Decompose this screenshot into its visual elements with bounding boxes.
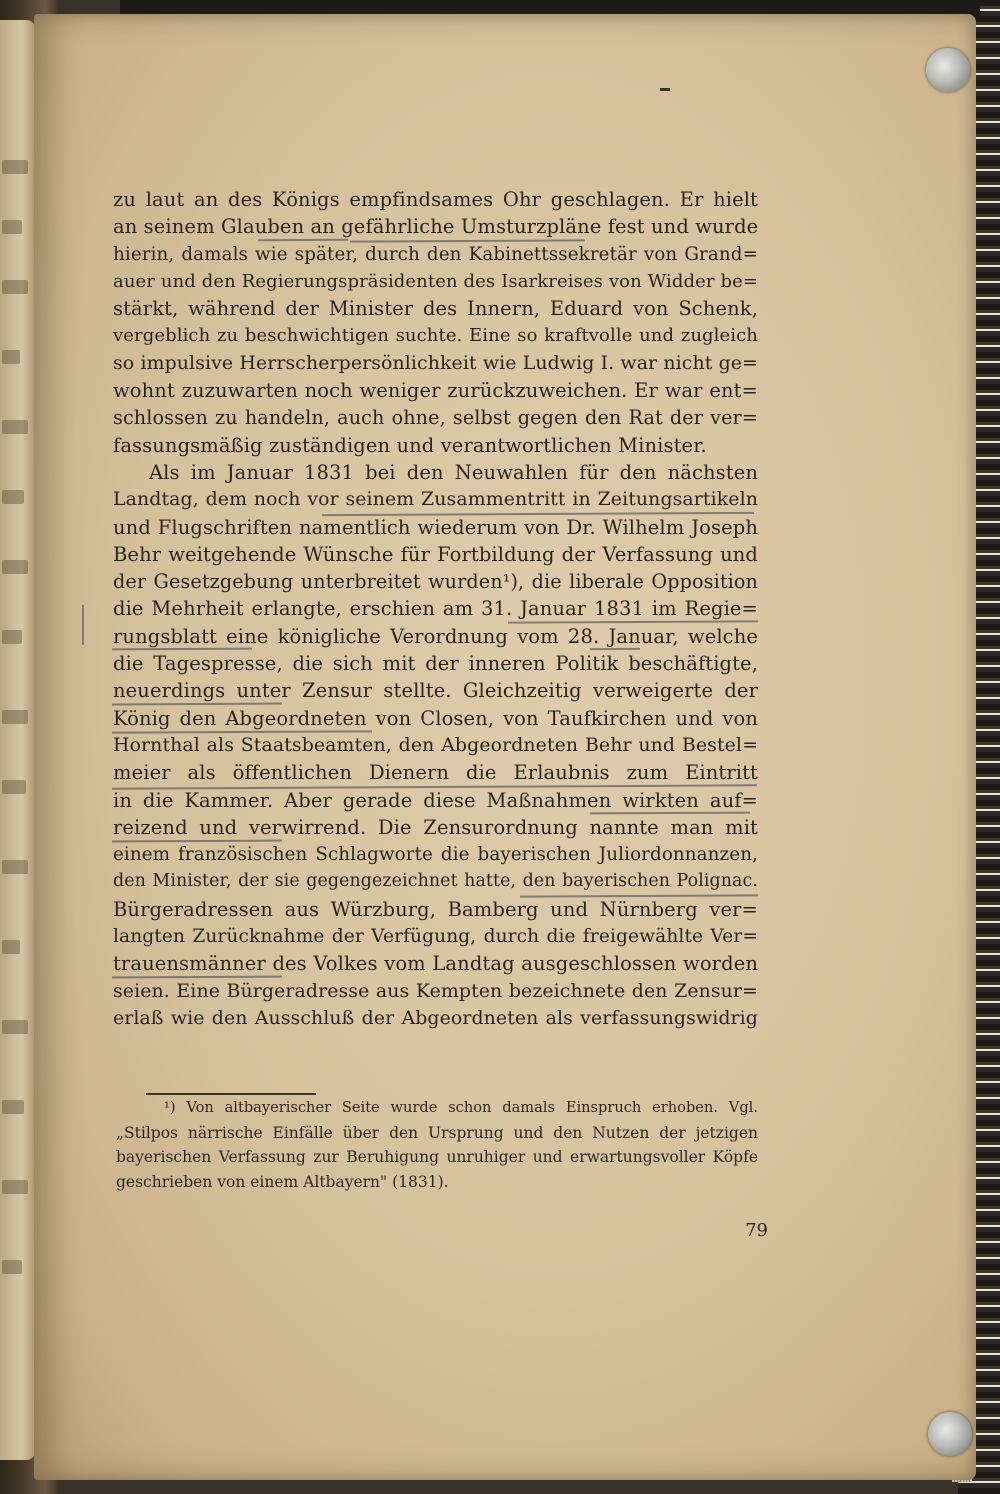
body-text [113,186,758,1032]
text-line: erlaß wie den Ausschluß der Abgeordneten als verfassungswidrig [113,1006,758,1029]
text-line: Bürgeradressen aus Würzburg, Bamberg und Nürnberg ver= [113,897,758,921]
text-line: die Mehrheit erlangte, erschien am 31. Januar 1831 im Regie= [113,597,758,621]
pencil-underline [590,648,640,650]
page-number: 79 [745,1220,768,1241]
text-line: die Tagespresse, die sich mit der inneren Politik beschäftigte, [113,652,758,676]
text-line: wohnt zuzuwarten noch weniger zurückzuweichen. Er war ent= [113,379,758,403]
text-line: stärkt, während der Minister des Innern, Eduard von Schenk, [113,297,758,321]
text-line: einem französischen Schlagworte die bayerischen Juliordonnanzen, [113,844,758,866]
footnote-line: geschrieben von einem Altbayern" (1831). [116,1172,449,1191]
footnote-rule [146,1093,316,1095]
metal-corner-top [926,48,970,92]
text-line: seien. Eine Bürgeradresse aus Kempten bezeichnete den Zensur= [113,979,758,1002]
text-line: reizend und verwirrend. Die Zensurordnung nannte man mit [113,815,758,839]
text-line: den Minister, der sie gegengezeichnet hatte, den bayerischen Polignac. [113,871,758,892]
footnote-line: „Stilpos närrische Einfälle über den Ursprung und den Nutzen der jetzigen [116,1123,758,1142]
text-line: Hornthal als Staatsbeamten, den Abgeordneten Behr und Bestel= [113,733,758,756]
text-line: langten Zurücknahme der Verfügung, durch die freigewählte Ver= [113,926,758,948]
text-line: meier als öffentlichen Dienern die Erlaubnis zum Eintritt [113,761,758,785]
text-line: trauensmänner des Volkes vom Landtag ausgeschlossen worden [113,952,758,976]
footnotes [116,1096,758,1194]
text-line: fassungsmäßig zuständigen und verantwortlichen Minister. [113,433,707,457]
text-line: zu laut an des Königs empfindsames Ohr geschlagen. Er hielt [113,188,758,211]
text-line: schlossen zu handeln, auch ohne, selbst gegen den Rat der ver= [113,406,758,430]
text-line: rungsblatt eine königliche Verordnung vom 28. Januar, welche [113,624,758,648]
text-line: König den Abgeordneten von Closen, von Taufkirchen und von [113,706,758,730]
text-line: auer und den Regierungspräsidenten des Isarkreises von Widder be= [113,270,758,292]
text-line: Landtag, dem noch vor seinem Zusammentritt in Zeitungsartikeln [113,488,758,511]
margin-mark [82,605,84,645]
metal-corner-bottom [928,1412,972,1456]
footnote-line: bayerischen Verfassung zur Beruhigung unruhiger und erwartungsvoller Köpfe [116,1148,758,1167]
text-line: in die Kammer. Aber gerade diese Maßnahmen wirkten auf= [113,788,758,812]
text-line: Als im Januar 1831 bei den Neuwahlen für den nächsten [149,460,758,484]
text-line: an seinem Glauben an gefährliche Umsturzpläne fest und wurde [113,215,759,239]
text-line: und Flugschriften namentlich wiederum von Dr. Wilhelm Joseph [113,515,758,539]
previous-page-edge [0,20,36,1460]
text-line: so impulsive Herrscherpersönlichkeit wie Ludwig I. war nicht ge= [113,351,758,374]
footnote-line: ¹) Von altbayerischer Seite wurde schon damals Einspruch erhoben. Vgl. [164,1099,758,1116]
text-line: hierin, damals wie später, durch den Kabinettssekretär von Grand= [113,243,758,265]
text-line: neuerdings unter Zensur stellte. Gleichzeitig verweigerte der [113,679,758,703]
text-line: vergeblich zu beschwichtigen suchte. Eine so kraftvolle und zugleich [113,325,758,347]
page-mark [660,88,670,91]
text-line: der Gesetzgebung unterbreitet wurden¹), die liberale Opposition [113,570,758,594]
text-line: Behr weitgehende Wünsche für Fortbildung der Verfassung und [113,542,758,566]
